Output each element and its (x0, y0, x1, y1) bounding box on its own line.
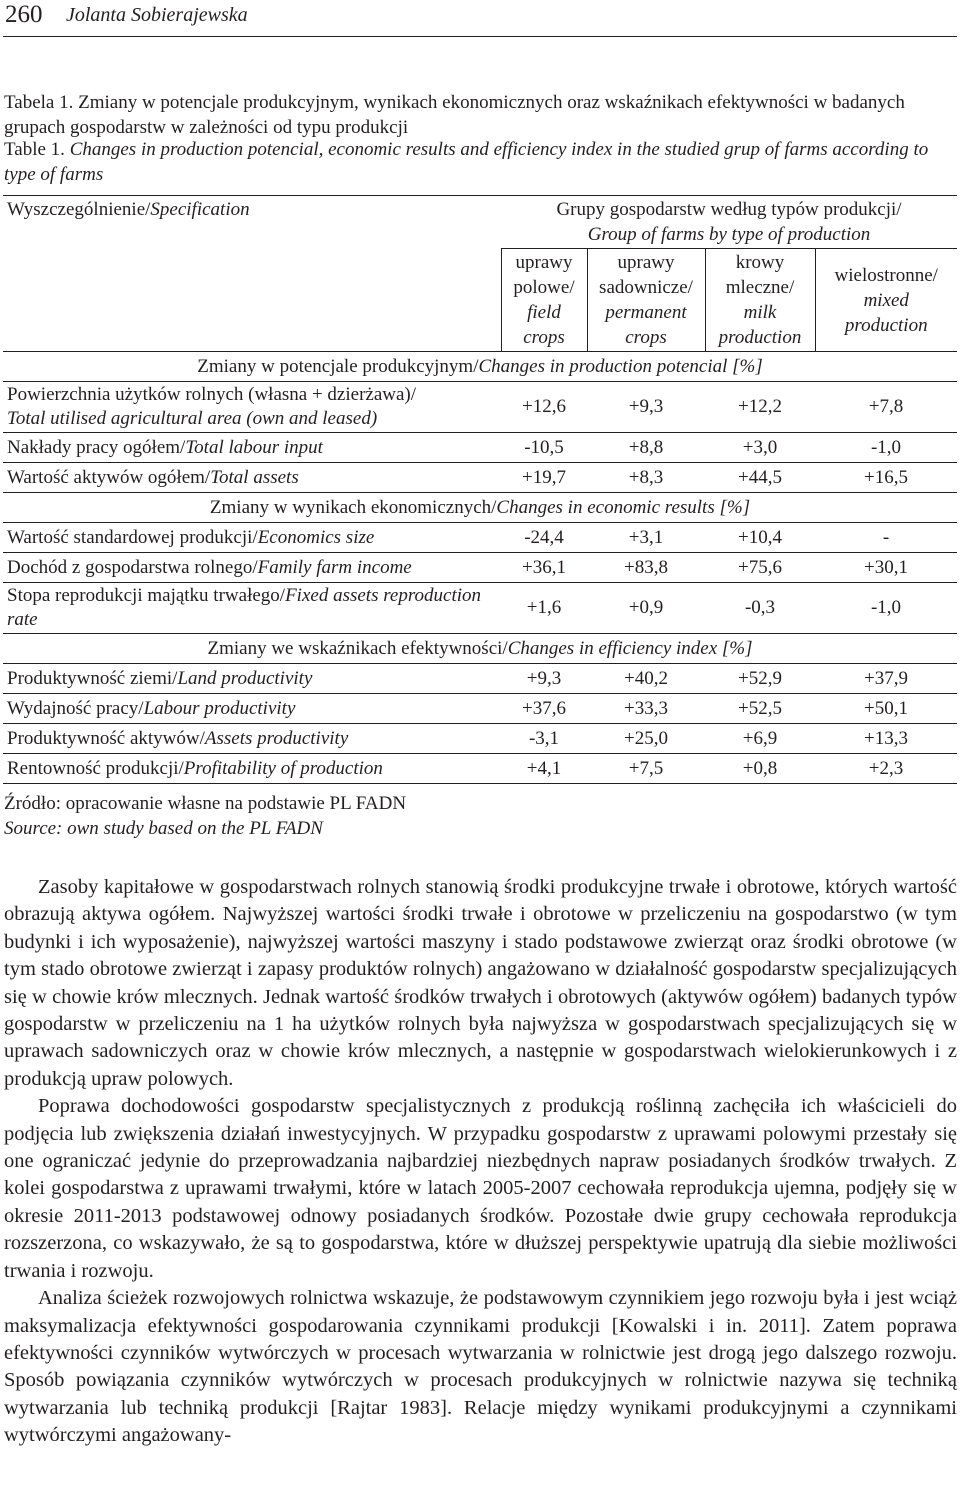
table-cell: +19,7 (522, 466, 566, 488)
col-label-en: milk (743, 302, 777, 323)
row-label (3, 694, 501, 724)
row-label-pl: Produktywność aktywów/ (7, 727, 205, 749)
row-label-pl: Stopa reprodukcji majątku trwałego/ (7, 585, 286, 606)
group-header (501, 196, 957, 249)
section-title (3, 493, 957, 523)
table-cell: +37,6 (522, 697, 566, 719)
page-header (3, 0, 957, 37)
col-label-pl: wielostronne/ (834, 264, 938, 286)
section-header (3, 493, 957, 523)
table-caption-pl: Tabela 1. Zmiany w potencjale produkcyjnym, wynikach ekonomicznych oraz wskaźnikach efektywności w badanych grupach gospodarstw w zależności od typu produkcji (4, 92, 905, 138)
row-label-pl: Nakłady pracy ogółem/ (7, 436, 186, 458)
running-head: Jolanta Sobierajewska (66, 4, 248, 26)
row-label-en: Total assets (210, 466, 299, 488)
table-cell: +13,3 (864, 727, 908, 749)
col-label-pl: mleczne/ (725, 277, 795, 298)
table-cell: +25,0 (624, 727, 668, 749)
row-label-en: Fixed assets reproduction rate (7, 585, 482, 630)
spec-header-en: Specification (150, 199, 250, 220)
row-label (3, 664, 501, 694)
table-cell: +7,8 (868, 396, 904, 417)
row-label (3, 754, 501, 784)
row-label-en: Land productivity (177, 667, 313, 689)
row-label (3, 433, 501, 463)
results-table (3, 195, 957, 784)
spec-header (3, 196, 501, 352)
column-header-milk-production (705, 249, 815, 352)
row-label (3, 463, 501, 493)
row-label (3, 382, 501, 433)
table-cell: +4,1 (526, 757, 562, 779)
table-row (3, 664, 957, 694)
col-label-en: crops (625, 327, 667, 348)
table-cell: - (882, 526, 890, 548)
table-cell: +7,5 (628, 757, 664, 779)
col-label-pl: krowy (735, 252, 785, 273)
table-caption-en (4, 137, 958, 187)
table-source (4, 791, 406, 841)
source-pl: Źródło: opracowanie własne na podstawie PL FADN (4, 793, 407, 814)
table-cell: +0,9 (628, 597, 664, 618)
table-cell: +3,1 (628, 526, 664, 548)
group-header-en: Group of farms by type of production (587, 224, 871, 245)
col-label-en: permanent (605, 302, 687, 323)
table-cell: +30,1 (864, 556, 908, 578)
row-label-en: Labour productivity (143, 697, 296, 719)
col-label-en: mixed (863, 289, 909, 311)
table-cell: +10,4 (738, 526, 782, 548)
row-label (3, 523, 501, 553)
table-cell: +9,3 (628, 396, 664, 417)
table-row (3, 724, 957, 754)
table-cell: -24,4 (524, 526, 564, 548)
table-cell: +9,3 (526, 667, 562, 689)
section-title-pl: Zmiany w wynikach ekonomicznych/ (209, 496, 497, 518)
paragraph: Poprawa dochodowości gospodarstw specjalistycznych z produkcją roślinną zachęciła ich właścicieli do podjęcia lub zwiększenia działań inwestycyjnych. W przypadku gospodarstw z uprawami polowymi przestały się one ograniczać jedynie do przeprowadzania najbardziej niezbędnych napraw posiadanych środków trwałych. Z kolei gospodarstwa z uprawami trwałymi, które w latach 2005-2007 cechowała reprodukcja ujemna, podjęły się w okresie 2011-2013 podstawowej odnowy posiadanych środków. Pozostałe dwie grupy cechowała reprodukcja rozszerzona, co wskazywało, że są to gospodarstwa, które w dłuższej perspektywie upatrują dla siebie możliwości trwania i rozwoju. (4, 1095, 957, 1282)
row-label-en: Total labour input (185, 436, 323, 458)
col-label-en: production (718, 327, 802, 348)
row-label-pl: Produktywność ziemi/ (7, 667, 178, 689)
row-label-pl: Dochód z gospodarstwa rolnego/ (7, 556, 258, 578)
table-cell: +12,6 (522, 396, 566, 417)
section-title (3, 634, 957, 664)
table-row (3, 553, 957, 583)
col-label-pl: uprawy (617, 252, 675, 273)
row-label-en: Economics size (257, 526, 375, 548)
table-cell: +6,9 (742, 727, 778, 749)
table-cell: -10,5 (524, 436, 564, 458)
table-cell: -1,0 (870, 436, 902, 458)
column-header-field-crops (501, 249, 587, 352)
table-cell: +83,8 (624, 556, 668, 578)
source-en: Source: own study based on the PL FADN (4, 818, 323, 839)
table-header-row (3, 196, 957, 249)
section-header (3, 352, 957, 382)
col-label-en: production (844, 314, 928, 336)
table-row (3, 523, 957, 553)
col-label-en: field (527, 302, 561, 323)
section-title-en: Changes in economic results [%] (496, 496, 751, 518)
table-row (3, 694, 957, 724)
row-label-pl: Powierzchnia użytków rolnych (własna + dzierżawa)/ (7, 384, 417, 405)
table-caption-en-text: Changes in production potencial, economic results and efficiency index in the studied grup of farms according to type of farms (4, 139, 929, 185)
section-title-en: Changes in efficiency index [%] (507, 637, 753, 659)
row-label (3, 553, 501, 583)
table-row (3, 583, 957, 634)
table-cell: +52,9 (738, 667, 782, 689)
col-label-en: crops (523, 327, 565, 348)
row-label (3, 583, 501, 634)
section-title (3, 352, 957, 382)
column-header-permanent-crops (587, 249, 705, 352)
table-cell: +40,2 (624, 667, 668, 689)
table-cell: +8,3 (628, 466, 664, 488)
table-cell: +52,5 (738, 697, 782, 719)
table-cell: +12,2 (738, 396, 782, 417)
table-cell: -3,1 (528, 727, 560, 749)
table-row (3, 754, 957, 784)
row-label-pl: Wydajność pracy/ (7, 697, 144, 719)
table-cell: +50,1 (864, 697, 908, 719)
page-number: 260 (5, 1, 43, 28)
section-title-pl: Zmiany we wskaźnikach efektywności/ (207, 637, 508, 659)
table-cell: -0,3 (744, 597, 776, 618)
table-cell: +37,9 (864, 667, 908, 689)
table-cell: -1,0 (870, 597, 902, 618)
row-label-en: Family farm income (257, 556, 412, 578)
table-row (3, 382, 957, 433)
row-label-pl: Wartość aktywów ogółem/ (7, 466, 211, 488)
table-cell: +8,8 (628, 436, 664, 458)
table-cell: +36,1 (522, 556, 566, 578)
row-label (3, 724, 501, 754)
body-text (4, 874, 957, 1450)
table-cell: +3,0 (742, 436, 778, 458)
table-caption-en-label: Table 1. (4, 139, 65, 160)
row-label-pl: Rentowność produkcji/ (7, 757, 184, 779)
col-label-pl: polowe/ (513, 277, 575, 298)
section-title-en: Changes in production potencial [%] (478, 355, 763, 377)
row-label-pl: Wartość standardowej produkcji/ (7, 526, 258, 548)
table-cell: +33,3 (624, 697, 668, 719)
paragraph: Zasoby kapitałowe w gospodarstwach rolnych stanowią środki produkcyjne trwałe i obrotowe, których wartość obrazują aktywa ogółem. Najwyższej wartości środki trwałe i obrotowe w przeliczeniu na gospodarstwo (w tym budynki i ich wyposażenie), najwyższej wartości maszyny i stado podstawowe zwierząt oraz środki obrotowe (w tym stado obrotowe zwierząt i zapasy produktów rolnych) angażowano w działalność gospodarstw specjalizujących się w chowie krów mlecznych. Jednak wartość środków trwałych i obrotowych (aktywów ogółem) badanych typów gospodarstw w przeliczeniu na 1 ha użytków rolnych była najwyższa w gospodarstwach specjalizujących się w uprawach sadowniczych oraz w chowie krów mlecznych, a następnie w gospodarstwach wielokierunkowych i z produkcją upraw polowych. (4, 876, 957, 1090)
table-cell: +16,5 (864, 466, 908, 488)
section-title-pl: Zmiany w potencjale produkcyjnym/ (197, 355, 479, 377)
group-header-pl: Grupy gospodarstw według typów produkcji/ (556, 199, 902, 220)
table-cell: +2,3 (868, 757, 904, 779)
col-label-pl: sadownicze/ (599, 277, 693, 298)
col-label-pl: uprawy (515, 252, 573, 273)
table-cell: +75,6 (738, 556, 782, 578)
column-header-mixed-production (815, 249, 957, 352)
row-label-en: Profitability of production (183, 757, 383, 779)
paragraph: Analiza ścieżek rozwojowych rolnictwa wskazuje, że podstawowym czynnikiem jego rozwoju była i jest wciąż maksymalizacja efektywności gospodarowania czynnikami produkcji [Kowalski i in. 2011]. Zatem poprawa efektywności czynników wytwórczych w procesach wytwarzania w rolnictwie jest drogą jego dalszego rozwoju. Sposób powiązania czynników wytwórczych w procesach produkcyjnych w rolnictwie nazywa się techniką wytwarzania lub techniką produkcji [Rajtar 1983]. Relacje między wynikami produkcyjnymi a czynnikami wytwórczymi angażowany- (4, 1287, 957, 1447)
spec-header-pl: Wyszczególnienie/ (7, 199, 151, 220)
row-label-en: Total utilised agricultural area (own and leased) (7, 408, 378, 429)
table-row (3, 463, 957, 493)
row-label-en: Assets productivity (204, 727, 349, 749)
section-header (3, 634, 957, 664)
table-cell: +0,8 (742, 757, 778, 779)
table-cell: +1,6 (526, 597, 562, 618)
table-row (3, 433, 957, 463)
table-cell: +44,5 (738, 466, 782, 488)
